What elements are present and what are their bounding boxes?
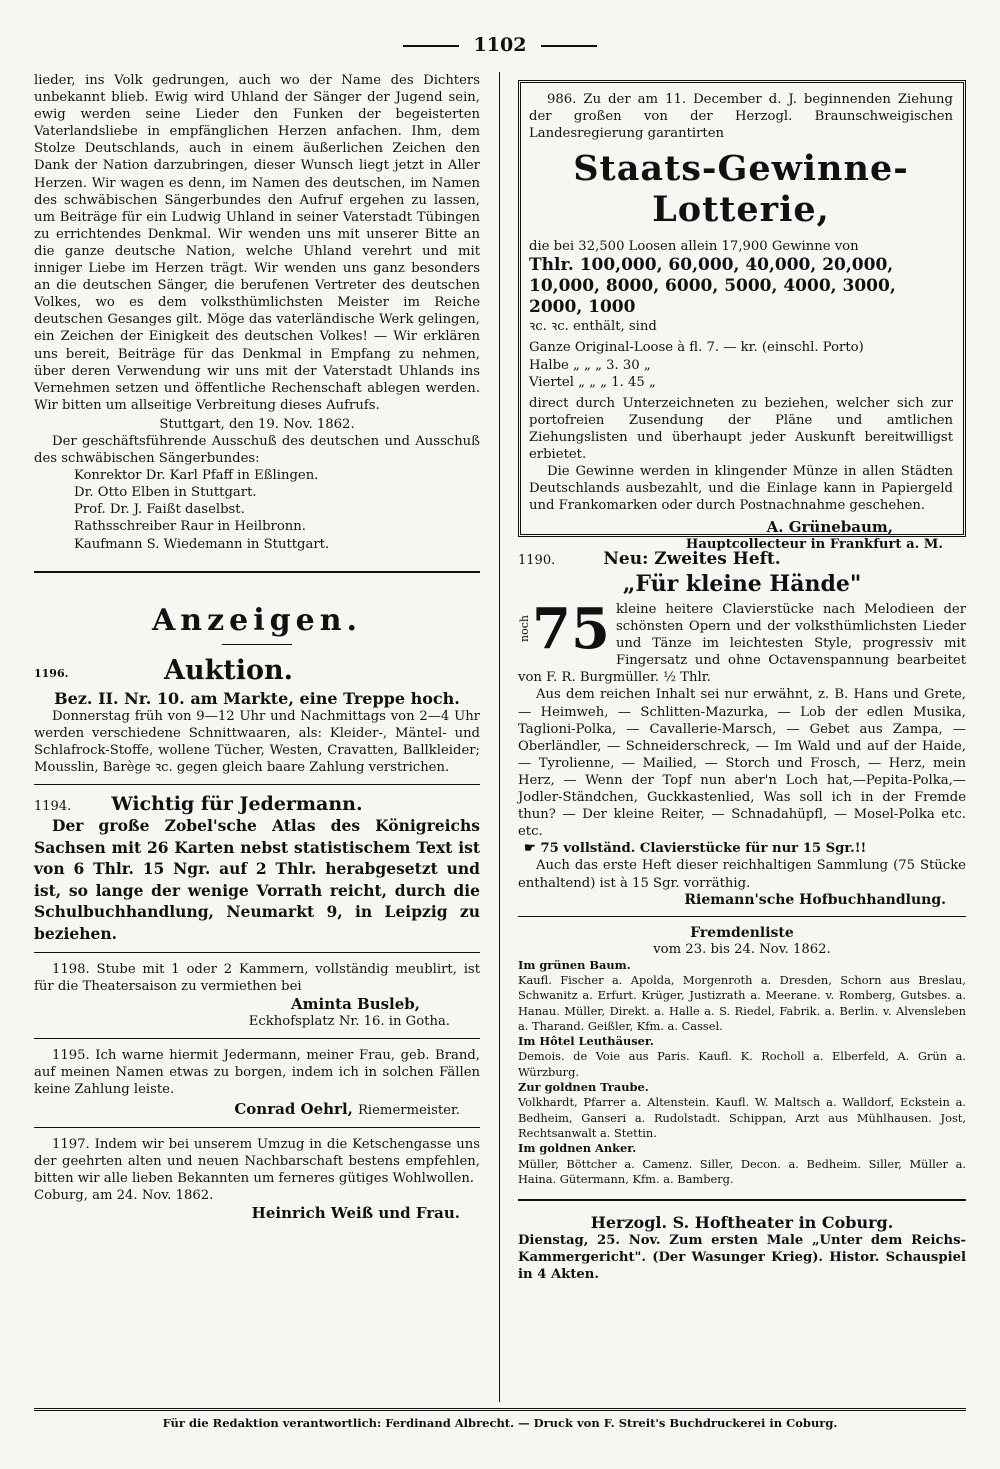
signatory: Konrektor Dr. Karl Pfaff in Eßlingen. (74, 468, 319, 484)
uhland-appeal-text: lieder, ins Volk gedrungen, auch wo der Name des Dichters unbekannt blieb. Ewig wird Uhland der Sänger der Jugend sein, ewig werden seine Lieder den Funken der begeisterten Vaterlandsliebe in empfänglichen Herzen anfachen. Ihm, dem Stolze Deutschlands, auch in einem äußerlichen Zeichen den Dank der Nation darzubringen, dieser Wunsch liegt jetzt in Aller Herzen. Wir wagen es denn, im Namen des deutschen, im Namen des schwäbischen Sängerbundes den Aufruf ergehen zu lassen, um Beiträge für ein Ludwig Uhland in seiner Vaterstadt Tübingen zu errichtendes Denkmal. Wir wenden uns mit unserer Bitte an die ganze deutsche Nation, welche Uhland verehrt und mit inniger Liebe im Herzen trägt. Wir wenden uns ganz besonders an die deutschen Sänger, die berufenen Vertreter des deutschen Volkes, wo es dem volksthümlichsten Meister im Reiche deutschen Gesanges gilt. Möge das vaterländische Werk gelingen, ein Zeichen der Einigkeit des deutschen Volkes! — Wir erklären uns bereit, Beiträge für das Denkmal in Empfang zu nehmen, über deren Verwendung wir uns mit der Vaterstadt Uhlands ins Vernehmen setzen und öffentliche Rechenschaft ablegen werden. Wir bitten um allseitige Verbreitung dieses Aufrufs. (34, 73, 480, 413)
piano-firm: Riemann'sche Hofbuchhandlung. (684, 891, 946, 908)
ad-number: 1194. (34, 799, 72, 814)
theater-text: Dienstag, 25. Nov. Zum ersten Male „Unter dem Reichs-Kammergericht". (Der Wasunger Krieg). Histor. Schauspiel in 4 Akten. (518, 1233, 966, 1283)
lottery-amounts: Thlr. 100,000, 60,000, 40,000, 20,000, 10,000, 8000, 6000, 5000, 4000, 3000, 2000, 1000 (529, 255, 896, 318)
piano-contents: Aus dem reichen Inhalt sei nur erwähnt, z. B. Hans und Grete, — Heimweh, — Schlitten-Mazurka, — Lob der edlen Musika, Taglioni-Polka, — Cavallerie-Marsch, — Gebet aus Zampa, — Oberländler, — Schneiderschreck, — Im Wald und auf der Haide, — Tyrolienne, — Mailied, — Storch und Frosch, — Herz, mein Herz, — Wenn der Topf nun aber'n Loch hat,—Pepita-Polka,—Jodler-Ständchen, Guckkastenlied, Was soll ich in der Fremde thun? — Der kleine Reiter, — Schnadahüpfl, — Mosel-Polka etc. etc. (518, 687, 966, 840)
fremdenliste-date: vom 23. bis 24. Nov. 1862. (653, 941, 831, 957)
guest-list: Kaufl. Fischer a. Apolda, Morgenroth a. Dresden, Schorn aus Breslau, Schwanitz a. Erfurt. Krüger, Justizrath a. Meerane. v. Romberg, Gutsbes. a. Hanau. Müller, Direkt. a. Halle a. S. Riedel, Fabrik. a. Berlin. v. Alvensleben a. Tharand. Geißler, Kfm. a. Cassel. (518, 972, 966, 1033)
page-number-dash-right (541, 45, 597, 47)
committee-line: Der geschäftsführende Ausschuß des deutschen und Ausschuß des schwäbischen Sängerbundes: (34, 433, 480, 467)
ad-1195-trade: Riemermeister. (357, 1102, 460, 1118)
price-line: Ganze Original-Loose à fl. 7. — kr. (einschl. Porto) (529, 340, 864, 356)
auktion-text: Donnerstag früh von 9—12 Uhr und Nachmittags von 2—4 Uhr werden verschiedene Schnittwaaren, als: Kleider-, Mäntel- und Schlafrock-Stoffe, wollene Tücher, Westen, Cravatten, Ballkleider; Mousslin, Barège ꝛc. gegen gleich baare Zahlung verstrichen. (34, 708, 480, 775)
section-rule (518, 1199, 966, 1201)
ad-1198-address: Eckhofsplatz Nr. 16. in Gotha. (248, 1014, 450, 1030)
piano-first-volume: Auch das erste Heft dieser reichhaltigen Sammlung (75 Stücke enthaltend) ist à 15 Sgr. vorräthig. (518, 858, 966, 891)
ad-number: 1196. (34, 666, 69, 680)
lottery-intro: 986. Zu der am 11. December d. J. beginnenden Ziehung der großen von der Herzogl. Braunschweigischen Landesregierung garantirten (529, 92, 953, 142)
lottery-text4: Die Gewinne werden in klingender Münze in allen Städten Deutschlands ausbezahlt, und die Einlage kann in Papiergeld und Frankomarken oder durch Postnachnahme geschehen. (529, 464, 953, 514)
ad-1198-name: Aminta Busleb, (291, 995, 420, 1014)
ad-separator (34, 1127, 480, 1128)
neu-headline: Neu: Zweites Heft. (603, 549, 781, 569)
guest-list: Müller, Böttcher a. Camenz. Siller, Decon. a. Bedheim. Siller, Müller a. Haina. Gütermann, Kfm. a. Bamberg. (518, 1156, 966, 1186)
ad-1195-name: Conrad Oehrl, (234, 1099, 353, 1118)
ad-1190-desc (518, 601, 966, 686)
ad-separator (34, 952, 480, 953)
section-rule (518, 916, 966, 917)
stube-text: 1198. Stube mit 1 oder 2 Kammern, vollständig meublirt, ist für die Theatersaison zu vermiethen bei (34, 962, 480, 995)
ad-1196-header (34, 655, 480, 689)
price-line: Viertel „ „ „ 1. 45 „ (529, 374, 656, 390)
signatory: Prof. Dr. J. Faißt daselbst. (74, 502, 245, 518)
lottery-text2: ꝛc. ꝛc. enthält, sind (529, 319, 657, 335)
ad-1197-name: Heinrich Weiß und Frau. (251, 1204, 460, 1223)
lottery-ad-box (518, 80, 966, 553)
lottery-text3: direct durch Unterzeichneten zu beziehen, welcher sich zur portofreien Zusendung der Pläne und amtlichen Ziehungslisten und überhaupt jeder Auskunft bereitwilligst erbietet. (529, 395, 953, 463)
ad-1195 (34, 1047, 480, 1118)
imprint-footer: Für die Redaktion verantwortlich: Ferdinand Albrecht. — Druck von F. Streit's Buchdruckerei in Coburg. (34, 1408, 966, 1430)
kleine-haende-title: „Für kleine Hände" (622, 571, 862, 597)
hotel-heading: Im Hôtel Leuthäuser. (518, 1034, 654, 1049)
ad-1197-date: Coburg, am 24. Nov. 1862. (34, 1187, 214, 1203)
right-column (518, 80, 966, 1283)
lottery-agent-title: Hauptcollecteur in Frankfurt a. M. (685, 537, 943, 553)
hotel-heading: Zur goldnen Traube. (518, 1080, 649, 1095)
wichtig-title: Wichtig für Jedermann. (111, 793, 363, 815)
atlas-text: Der große Zobel'sche Atlas des Königreichs Sachsen mit 26 Karten nebst statistischem Text ist von 6 Thlr. 15 Ngr. auf 2 Thlr. herabgesetzt und ist, so lange der wenige Vorrath reicht, durch die Schulbuchhandlung, Neumarkt 9, in Leipzig zu beziehen. (34, 816, 480, 943)
appeal-date: Stuttgart, den 19. Nov. 1862. (159, 416, 355, 432)
lottery-prices (529, 339, 953, 390)
page-number: 1102 (473, 34, 527, 56)
fremdenliste (518, 925, 966, 1188)
section-rule (34, 571, 480, 573)
piano-offer: ☛ 75 vollständ. Clavierstücke für nur 15 Sgr.!! (524, 841, 867, 857)
guest-list: Demois. de Voie aus Paris. Kaufl. K. Rocholl a. Elberfeld, A. Grün a. Würzburg. (518, 1049, 966, 1079)
signatory: Dr. Otto Elben in Stuttgart. (74, 485, 257, 501)
ad-separator (34, 784, 480, 785)
count-75: 75 (532, 601, 610, 662)
warning-text: 1195. Ich warne hiermit Jedermann, meiner Frau, geb. Brand, auf meinen Namen etwas zu borgen, indem ich in solchen Fällen keine Zahlung leiste. (34, 1048, 480, 1098)
left-column (34, 72, 480, 1222)
ad-1197 (34, 1136, 480, 1222)
auktion-title: Auktion. (164, 654, 294, 686)
umzug-text: 1197. Indem wir bei unserem Umzug in die Ketschengasse uns der geehrten alten und neuen Nachbarschaft bestens empfehlen, bitten wir alle lieben Bekannten um ferneres gütiges Wohlwollen. (34, 1136, 480, 1186)
ad-separator (34, 1038, 480, 1039)
theater-ad (518, 1213, 966, 1283)
column-divider (499, 72, 500, 1402)
piano-description: kleine heitere Clavierstücke nach Melodieen der schönsten Opern und der volksthümlichsten Lieder und Tänze im leichtesten Style, progressiv mit Fingersatz und ohne Octavenspannung bearbeitet von F. R. Burgmüller. ½ Thlr. (518, 602, 966, 686)
ad-1198 (34, 961, 480, 1030)
signatory: Rathsschreiber Raur in Heilbronn. (74, 519, 306, 535)
hotel-heading: Im goldnen Anker. (518, 1141, 637, 1156)
ad-1194 (34, 793, 480, 944)
signatory: Kaufmann S. Wiedemann in Stuttgart. (74, 536, 330, 552)
short-rule (222, 644, 292, 645)
lottery-agent-name: A. Grünebaum, (766, 518, 893, 537)
ad-number: 1190. (518, 553, 556, 568)
fremdenliste-title: Fremdenliste (690, 924, 794, 941)
noch-label: noch (518, 615, 531, 643)
guest-list: Volkhardt, Pfarrer a. Altenstein. Kaufl. W. Maltsch a. Walldorf, Eckstein a. Bedheim, Ganseri a. Rudolstadt. Schippan, Arzt aus Mühlhausen. Jost, Rechtsanwalt a. Stettin. (518, 1095, 966, 1140)
signatories-list (74, 467, 480, 552)
ad-1190 (518, 549, 966, 908)
lottery-title: Staats-Gewinne-Lotterie, (573, 148, 909, 231)
anzeigen-heading: Anzeigen. (152, 602, 362, 638)
hotel-heading: Im grünen Baum. (518, 957, 631, 972)
theater-title: Herzogl. S. Hoftheater in Coburg. (590, 1213, 894, 1233)
page-number-dash-left (403, 45, 459, 47)
page-number-row (0, 34, 1000, 56)
ad-1196 (34, 655, 480, 776)
price-line: Halbe „ „ „ 3. 30 „ (529, 357, 651, 373)
lottery-text1: die bei 32,500 Loosen allein 17,900 Gewinne von (529, 239, 859, 255)
auktion-subtitle: Bez. II. Nr. 10. am Markte, eine Treppe hoch. (54, 688, 460, 708)
